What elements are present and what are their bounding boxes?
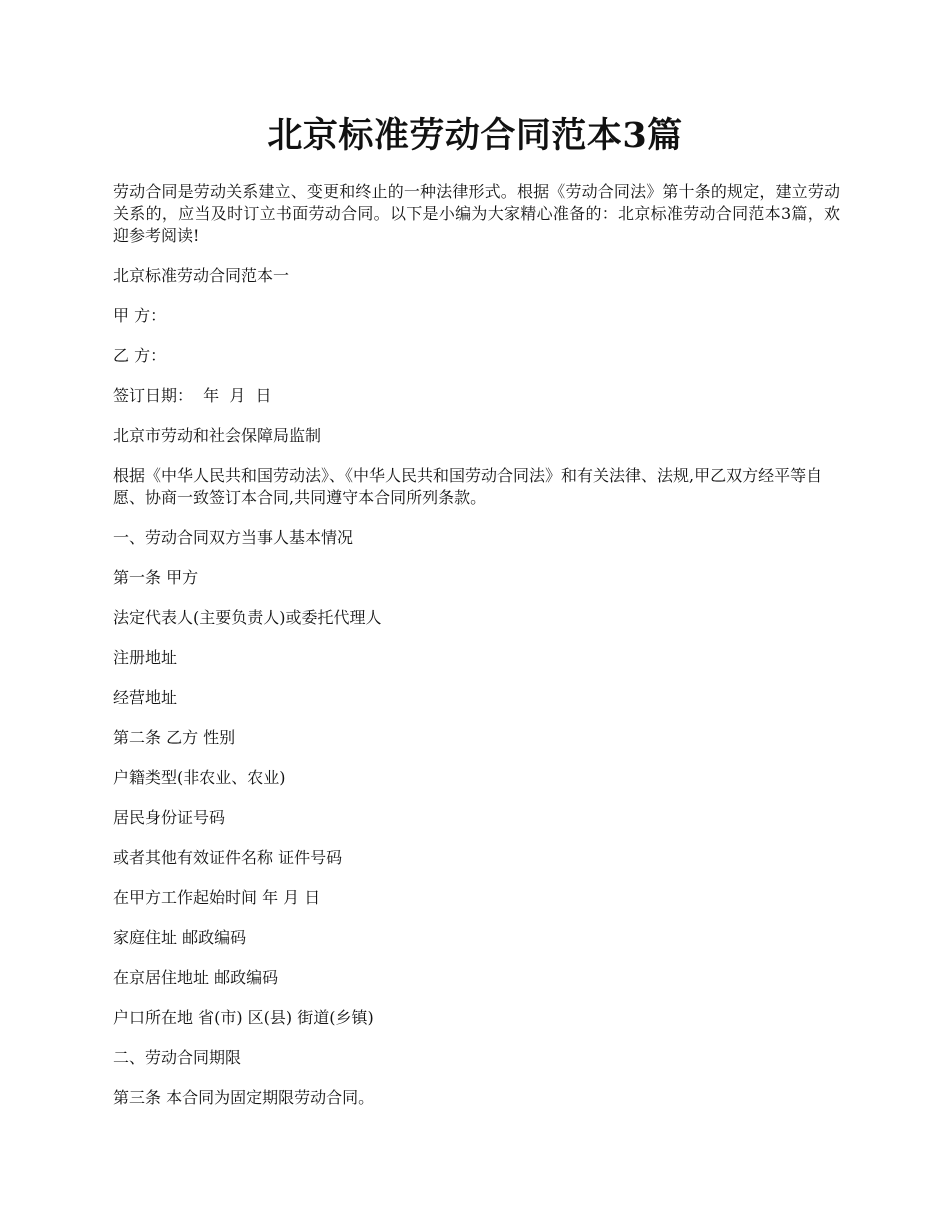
- section-heading-template-one: 北京标准劳动合同范本一: [113, 266, 290, 285]
- document-body: [113, 181, 840, 1127]
- party-a-line: 甲 方：: [113, 306, 167, 325]
- intro-paragraph: 劳动合同是劳动关系建立、变更和终止的一种法律形式。根据《劳动合同法》第十条的规定，建立劳动关系的，应当及时订立书面劳动合同。以下是小编为大家精心准备的：北京标准劳动合同范本3篇，欢迎参考阅读!: [113, 182, 840, 245]
- registered-address-line: 注册地址: [113, 648, 178, 667]
- chapter-one-heading: 一、劳动合同双方当事人基本情况: [113, 528, 354, 547]
- start-date-line: 在甲方工作起始时间 年 月 日: [113, 888, 321, 907]
- id-number-line: 居民身份证号码: [113, 808, 226, 827]
- article-one-line: 第一条 甲方: [113, 568, 199, 587]
- legal-basis-paragraph: 根据《中华人民共和国劳动法》、《中华人民共和国劳动合同法》和有关法律、法规,甲乙双方经平等自愿、协商一致签订本合同,共同遵守本合同所列条款。: [113, 466, 823, 507]
- document-title: 北京标准劳动合同范本3篇: [267, 115, 683, 156]
- business-address-line: 经营地址: [113, 688, 178, 707]
- other-id-line: 或者其他有效证件名称 证件号码: [113, 848, 343, 867]
- party-b-line: 乙 方：: [113, 346, 167, 365]
- chapter-two-heading: 二、劳动合同期限: [113, 1048, 242, 1067]
- article-three-line: 第三条 本合同为固定期限劳动合同。: [113, 1088, 375, 1107]
- home-address-line: 家庭住址 邮政编码: [113, 928, 247, 947]
- supervisor-line: 北京市劳动和社会保障局监制: [113, 426, 322, 445]
- signing-date-line: 签订日期： 年 月 日: [113, 386, 272, 405]
- hukou-location-line: 户口所在地 省(市) 区(县) 街道(乡镇): [113, 1008, 374, 1027]
- beijing-address-line: 在京居住地址 邮政编码: [113, 968, 279, 987]
- article-two-line: 第二条 乙方 性别: [113, 728, 236, 747]
- household-type-line: 户籍类型(非农业、农业): [113, 768, 286, 787]
- legal-representative-line: 法定代表人(主要负责人)或委托代理人: [113, 608, 382, 627]
